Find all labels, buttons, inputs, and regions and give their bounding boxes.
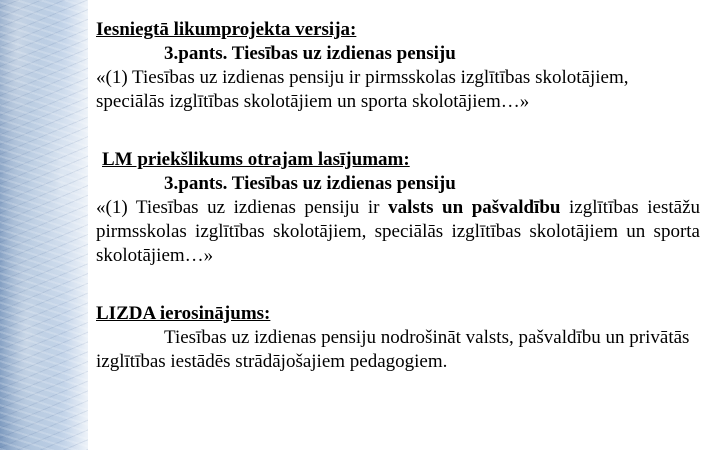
submitted-version-section	[96, 18, 700, 114]
article-text-start: «(1) Tiesības uz izdienas pensiju ir	[96, 197, 389, 218]
article-text: «(1) Tiesības uz izdienas pensiju ir pirmsskolas izglītības skolotājiem, speciālās izglītības skolotājiem un sporta skolotājiem…»	[96, 67, 629, 112]
section-heading: LIZDA ierosinājums:	[96, 303, 271, 324]
article-text-emphasis: valsts un pašvaldību	[388, 197, 561, 218]
article-title: 3.pants. Tiesības uz izdienas pensiju	[164, 173, 456, 194]
section-heading: LM priekšlikums otrajam lasījumam:	[102, 149, 410, 170]
decorative-background-band	[0, 0, 88, 450]
union-proposal-section	[96, 302, 700, 374]
article-text	[96, 196, 700, 268]
section-heading: Iesniegtā likumprojekta versija:	[96, 19, 357, 40]
article-text-end: izglītības iestāžu pirmsskolas izglītības skolotājiem, speciālās izglītības skolotājiem un sporta skolotājiem…»	[96, 197, 700, 266]
document-body	[96, 18, 700, 374]
article-title: 3.pants. Tiesības uz izdienas pensiju	[164, 43, 456, 64]
proposal-text: Tiesības uz izdienas pensiju nodrošināt valsts, pašvaldību un privātās izglītības iestādēs strādājošajiem pedagogiem.	[96, 327, 690, 372]
ministry-proposal-section	[96, 148, 700, 268]
